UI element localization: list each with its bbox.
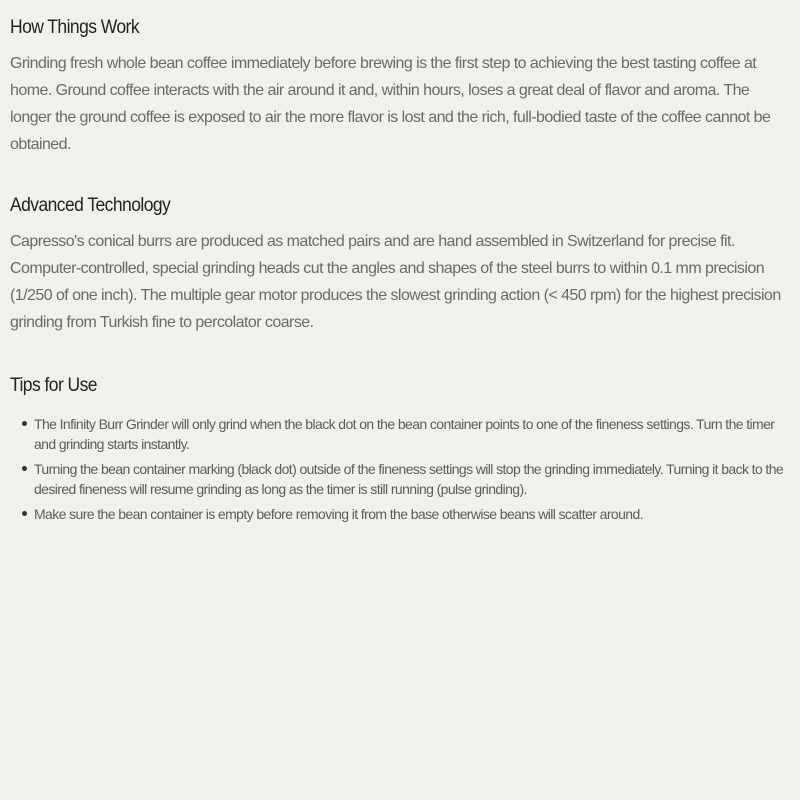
list-item-text: Make sure the bean container is empty before removing it from the base otherwise beans will scatter around. (34, 506, 643, 522)
section-how-things-work (10, 14, 790, 158)
bullet-icon (22, 421, 27, 426)
list-item-text: Turning the bean container marking (black dot) outside of the fineness settings will stop the grinding immediately. Turning it back to the desired fineness will resume grinding as long as the timer is still running (pulse grinding). (34, 461, 784, 497)
section-heading: Tips for Use (10, 375, 97, 396)
list-item (22, 459, 790, 499)
bullet-icon (22, 511, 27, 516)
section-advanced-technology (10, 192, 790, 336)
list-item-text: The Infinity Burr Grinder will only grind when the black dot on the bean container points to one of the fineness settings. Turn the timer and grinding starts instantly. (34, 416, 775, 452)
section-tips-for-use (10, 372, 790, 524)
section-paragraph: Capresso's conical burrs are produced as matched pairs and are hand assembled in Switzerland for precise fit. Computer-controlled, special grinding heads cut the angles and shapes of the steel burrs to within 0.1 mm precision (1/250 of one inch). The multiple gear motor produces the slowest grinding action (< 450 rpm) for the highest precision grinding from Turkish fine to percolator coarse. (10, 233, 781, 331)
tips-list (10, 414, 790, 524)
section-heading: Advanced Technology (10, 195, 171, 216)
section-heading: How Things Work (10, 17, 140, 38)
section-paragraph: Grinding fresh whole bean coffee immediately before brewing is the first step to achieving the best tasting coffee at home. Ground coffee interacts with the air around it and, within hours, loses a great deal of flavor and aroma. The longer the ground coffee is exposed to air the more flavor is lost and the rich, full-bodied taste of the coffee cannot be obtained. (10, 55, 771, 153)
list-item (22, 504, 790, 524)
list-item (22, 414, 790, 454)
bullet-icon (22, 466, 27, 471)
